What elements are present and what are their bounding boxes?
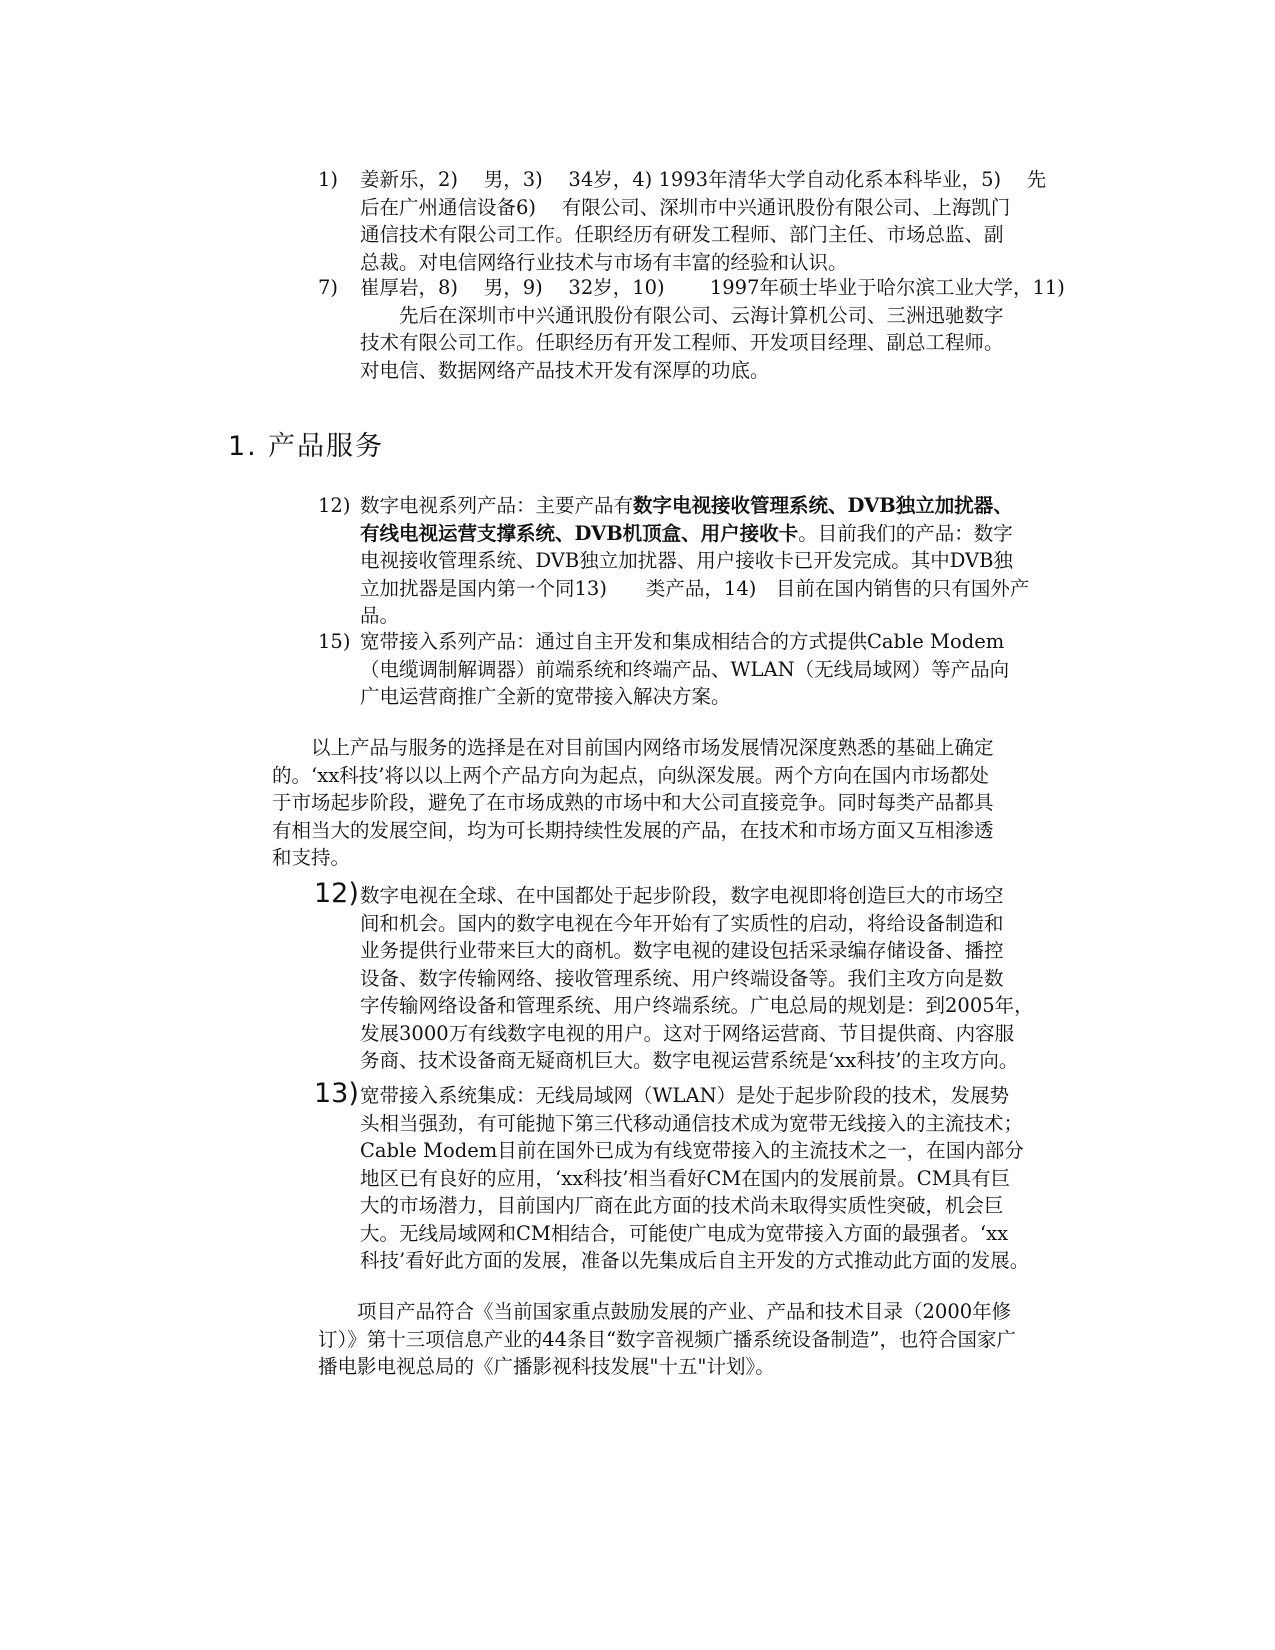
direction-digital-tv: [314, 878, 1078, 1075]
list-number: 12): [318, 494, 351, 517]
text-line: 有相当大的发展空间，均为可长期持续性发展的产品，在技术和市场方面又互相渗透: [272, 818, 994, 842]
text-line: 品。: [360, 604, 400, 627]
text-line: （电缆调制解调器）前端系统和终端产品、WLAN（无线局域网）等产品向: [360, 657, 1010, 681]
paragraph-product-selection: [272, 734, 1078, 872]
product-digital-tv: [318, 492, 1078, 630]
list-number: 13): [314, 1078, 359, 1109]
text-line: 地区已有良好的应用，‘xx科技’相当看好CM在国内的发展前景。CM具有巨: [360, 1166, 1011, 1190]
heading-text: 产品服务: [268, 431, 384, 462]
section-heading: [228, 424, 384, 463]
text-line: 科技’看好此方面的发展，准备以先集成后自主开发的方式推动此方面的发展。: [360, 1249, 1030, 1272]
text-line: 数字电视在全球、在中国都处于起步阶段，数字电视即将创造巨大的市场空: [360, 884, 1004, 907]
text-line: 业务提供行业带来巨大的商机。数字电视的建设包括采录编存储设备、播控: [360, 939, 1004, 962]
text-line: 技术有限公司工作。任职经历有开发工程师、开发项目经理、副总工程师。: [360, 331, 1004, 354]
list-number: 15): [318, 630, 351, 653]
text-run: 。目前我们的产品：数字: [798, 521, 1013, 545]
list-number: 1): [318, 168, 339, 191]
text-line: [360, 492, 1078, 520]
text-line: 项目产品符合《当前国家重点鼓励发展的产业、产品和技术目录（2000年修: [318, 1300, 1012, 1323]
team-member-cui: [318, 274, 1078, 384]
text-line: 崔厚岩，8) 男，9) 32岁，10) 1997年硕士毕业于哈尔滨工业大学，11): [360, 276, 1065, 299]
text-line: 总裁。对电信网络行业技术与市场有丰富的经验和认识。: [360, 250, 848, 274]
product-broadband: [318, 628, 1078, 711]
text-line: 播电影电视总局的《广播影视科技发展"十五"计划》。: [318, 1355, 775, 1378]
direction-broadband: [314, 1078, 1078, 1275]
text-line: 间和机会。国内的数字电视在今年开始有了实质性的启动，将给设备制造和: [360, 911, 1004, 935]
text-run: 数字电视系列产品：主要产品有: [360, 494, 634, 517]
text-line: 电视接收管理系统、DVB独立加扰器、用户接收卡已开发完成。其中DVB独: [360, 549, 1013, 572]
bold-text: 数字电视接收管理系统、DVB独立加扰器、: [633, 494, 1013, 517]
text-line: Cable Modem目前在国外已成为有线宽带接入的主流技术之一，在国内部分: [360, 1139, 1024, 1162]
text-line: 姜新乐，2) 男，3) 34岁，4) 1993年清华大学自动化系本科毕业，5) 先: [360, 168, 1047, 191]
bold-text: 有线电视运营支撑系统、DVB机顶盒、用户接收卡: [360, 521, 799, 545]
text-line: 宽带接入系列产品：通过自主开发和集成相结合的方式提供Cable Modem: [360, 630, 1005, 653]
text-line: 后在广州通信设备6) 有限公司、深圳市中兴通讯股份有限公司、上海凯门: [360, 195, 1011, 219]
heading-number: 1.: [228, 431, 258, 462]
text-line: 头相当强劲，有可能抛下第三代移动通信技术成为宽带无线接入的主流技术；: [360, 1111, 1024, 1135]
text-line: 立加扰器是国内第一个同13) 类产品，14) 目前在国内销售的只有国外产: [360, 576, 1030, 600]
text-line: 先后在深圳市中兴通讯股份有限公司、云海计算机公司、三洲迅驰数字: [360, 303, 1004, 327]
text-line: 的。‘xx科技’将以以上两个产品方向为起点，向纵深发展。两个方向在国内市场都处: [272, 763, 989, 787]
list-number: 12): [314, 878, 359, 909]
team-member-jiang: [318, 166, 1078, 276]
text-line: 对电信、数据网络产品技术开发有深厚的功底。: [360, 358, 770, 382]
text-line: 字传输网络设备和管理系统、用户终端系统。广电总局的规划是：到2005年，: [360, 994, 1034, 1017]
text-line: 设备、数字传输网络、接收管理系统、用户终端设备等。我们主攻方向是数: [360, 966, 1004, 990]
text-line: 通信技术有限公司工作。任职经历有研发工程师、部门主任、市场总监、副: [360, 223, 1004, 246]
text-line: 和支持。: [272, 846, 351, 869]
list-number: 7): [318, 276, 339, 299]
paragraph-policy-compliance: [318, 1298, 1078, 1381]
text-line: 广电运营商推广全新的宽带接入解决方案。: [360, 685, 731, 708]
text-line: 宽带接入系统集成：无线局域网（WLAN）是处于起步阶段的技术，发展势: [360, 1084, 1010, 1107]
text-line: 务商、技术设备商无疑商机巨大。数字电视运营系统是‘xx科技’的主攻方向。: [360, 1049, 1019, 1072]
text-line: 以上产品与服务的选择是在对目前国内网络市场发展情况深度熟悉的基础上确定: [272, 736, 994, 759]
text-line: 大。无线局域网和CM相结合，可能使广电成为宽带接入方面的最强者。‘xx: [360, 1221, 1009, 1245]
text-line: 大的市场潜力，目前国内厂商在此方面的技术尚未取得实质性突破，机会巨: [360, 1194, 1004, 1217]
text-line: 订）》第十三项信息产业的44条目“数字音视频广播系统设备制造”，也符合国家广: [318, 1327, 1017, 1351]
text-line: [360, 520, 1078, 548]
text-line: 于市场起步阶段，避免了在市场成熟的市场中和大公司直接竞争。同时每类产品都具: [272, 791, 994, 814]
text-line: 发展3000万有线数字电视的用户。这对于网络运营商、节目提供商、内容服: [360, 1021, 1015, 1045]
